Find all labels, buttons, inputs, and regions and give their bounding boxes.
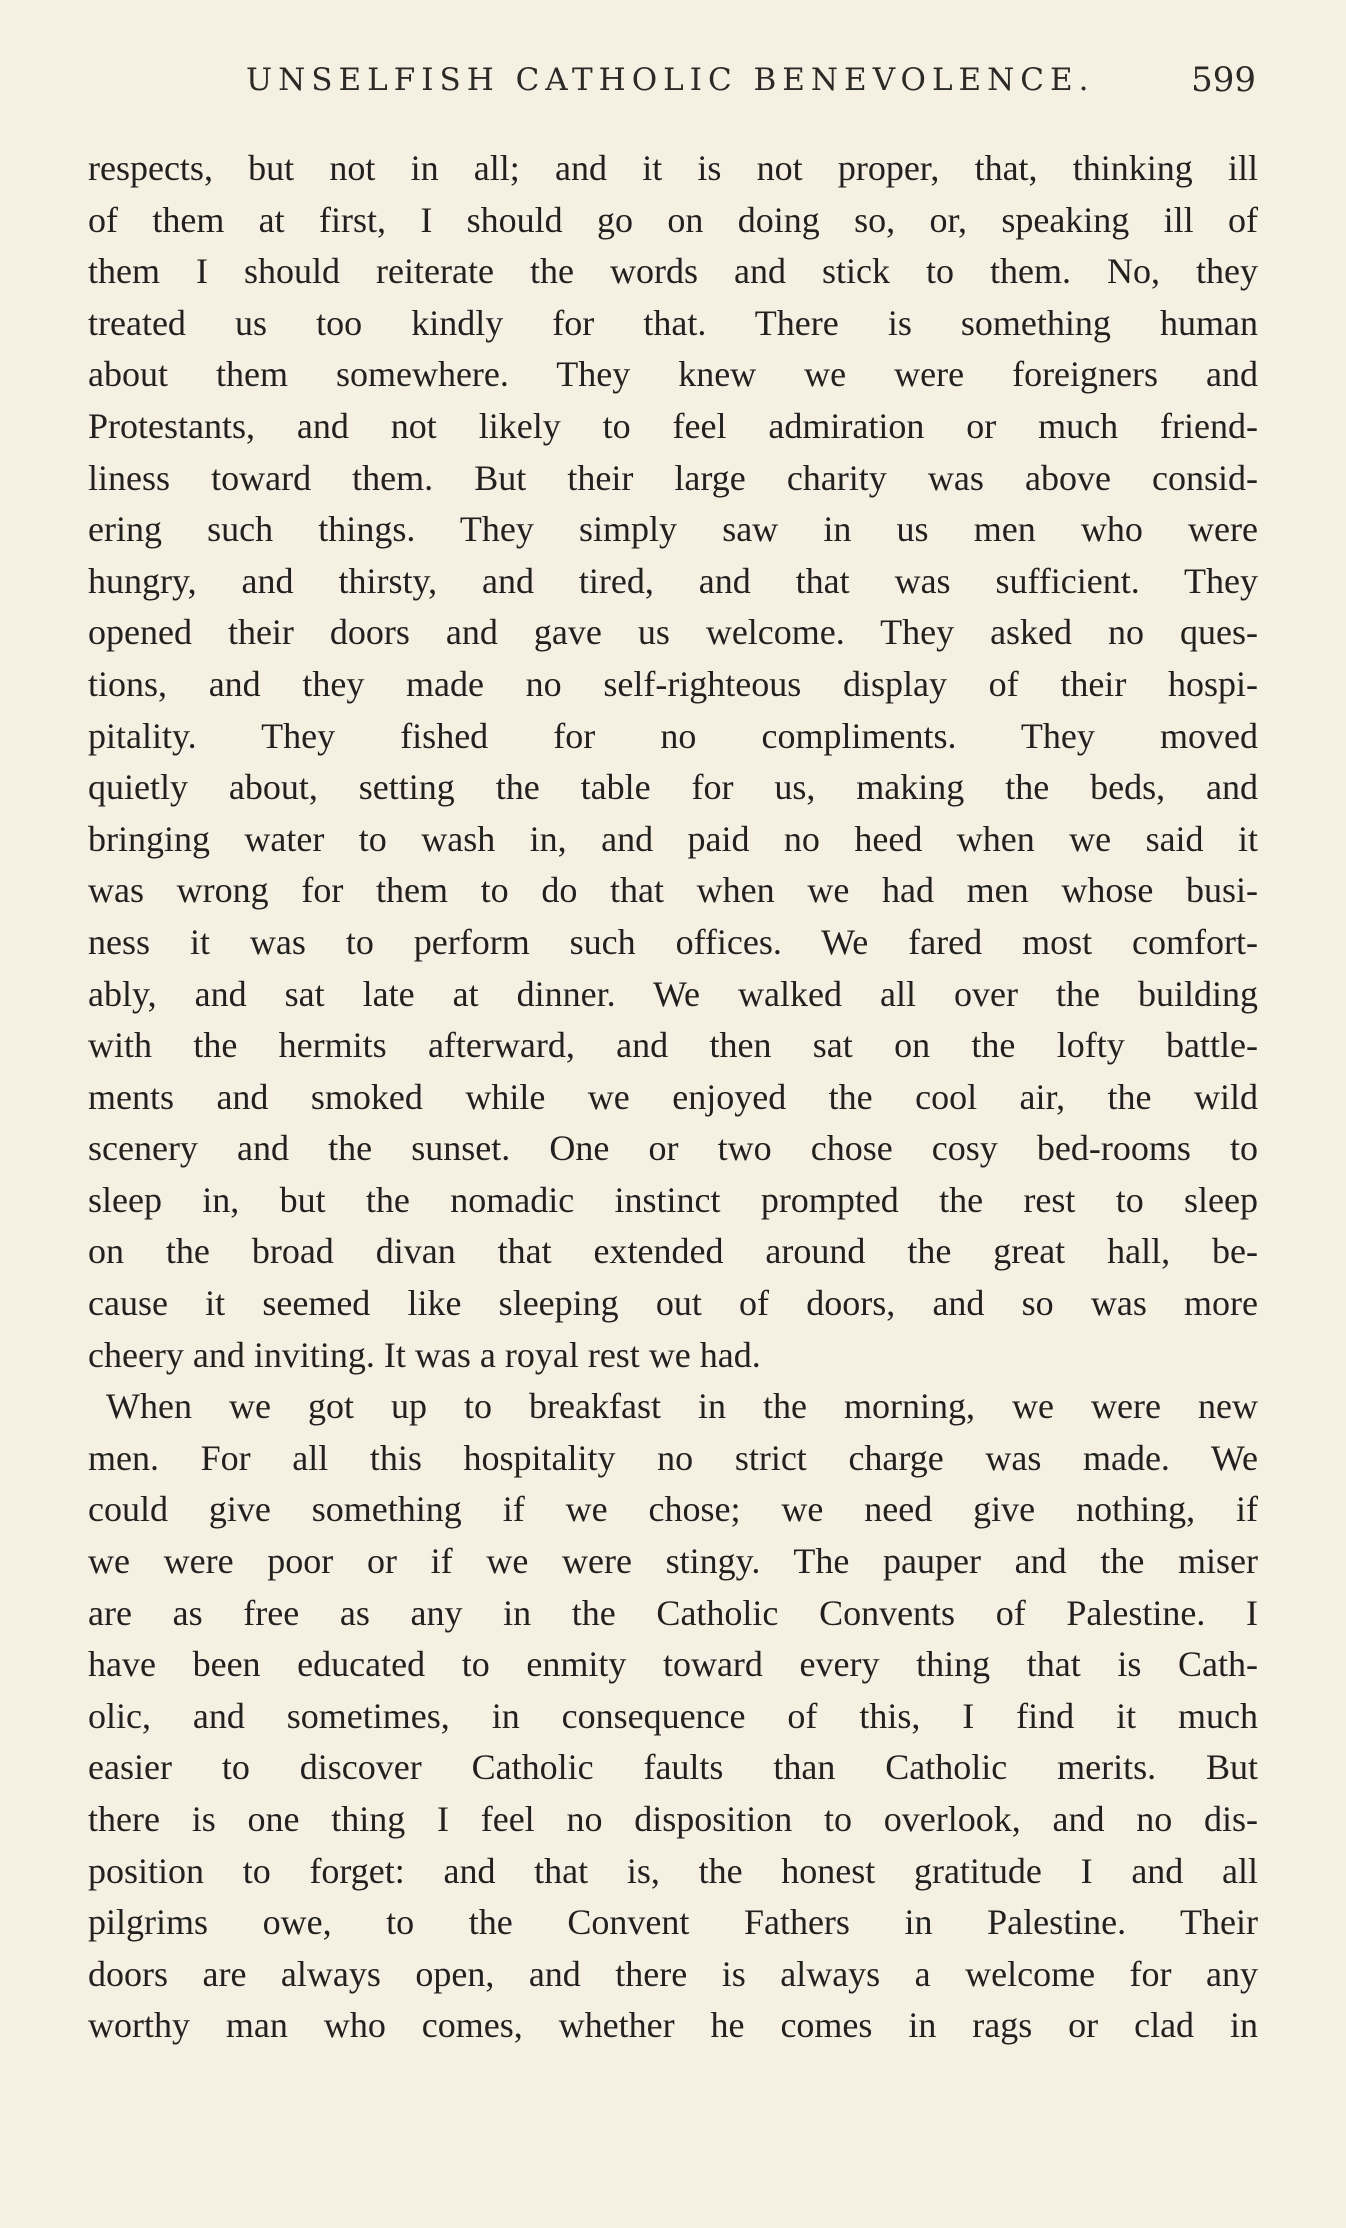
page-number: 599 bbox=[1191, 60, 1256, 100]
text-line: hungry, and thirsty, and tired, and that was sufficient. They bbox=[88, 560, 1258, 601]
text-line: pitality. They fished for no compliments. They moved bbox=[88, 715, 1258, 756]
text-line: olic, and sometimes, in consequence of this, I find it much bbox=[88, 1695, 1258, 1736]
text-line: ness it was to perform such offices. We fared most comfort- bbox=[88, 921, 1258, 962]
text-line: respects, but not in all; and it is not proper, that, thinking ill bbox=[88, 148, 1258, 188]
text-line: could give something if we chose; we need give nothing, if bbox=[88, 1489, 1258, 1530]
text-line: ably, and sat late at dinner. We walked all over the building bbox=[88, 973, 1258, 1014]
text-line: Protestants, and not likely to feel admiration or much friend- bbox=[88, 405, 1258, 446]
text-line: quietly about, setting the table for us, making the beds, and bbox=[88, 767, 1258, 808]
text-line: worthy man who comes, whether he comes in rags or clad in bbox=[88, 2005, 1258, 2046]
page-header bbox=[246, 62, 1256, 118]
text-line: position to forget: and that is, the honest gratitude I and all bbox=[88, 1850, 1258, 1891]
paragraph-start-line: When we got up to breakfast in the morning, we were new bbox=[106, 1386, 1258, 1427]
text-line: opened their doors and gave us welcome. They asked no ques- bbox=[88, 612, 1258, 653]
text-line: treated us too kindly for that. There is something human bbox=[88, 302, 1258, 343]
running-title: UNSELFISH CATHOLIC BENEVOLENCE. bbox=[246, 62, 1095, 98]
text-line: scenery and the sunset. One or two chose cosy bed-rooms to bbox=[88, 1128, 1258, 1169]
text-line: them I should reiterate the words and stick to them. No, they bbox=[88, 251, 1258, 292]
text-line: men. For all this hospitality no strict charge was made. We bbox=[88, 1437, 1258, 1478]
text-line: bringing water to wash in, and paid no heed when we said it bbox=[88, 818, 1258, 859]
text-line: with the hermits afterward, and then sat on the lofty battle- bbox=[88, 1025, 1258, 1066]
text-line: we were poor or if we were stingy. The pauper and the miser bbox=[88, 1541, 1258, 1582]
text-line: pilgrims owe, to the Convent Fathers in Palestine. Their bbox=[88, 1902, 1258, 1943]
text-line: on the broad divan that extended around the great hall, be- bbox=[88, 1231, 1258, 1272]
text-line: cause it seemed like sleeping out of doors, and so was more bbox=[88, 1283, 1258, 1324]
text-line: liness toward them. But their large charity was above consid- bbox=[88, 457, 1258, 498]
text-line: sleep in, but the nomadic instinct prompted the rest to sleep bbox=[88, 1179, 1258, 1220]
paragraph-end-line: cheery and inviting. It was a royal rest we had. bbox=[88, 1334, 761, 1375]
text-line: ering such things. They simply saw in us men who were bbox=[88, 509, 1258, 550]
text-line: are as free as any in the Catholic Convents of Palestine. I bbox=[88, 1592, 1258, 1633]
text-line: of them at first, I should go on doing so, or, speaking ill of bbox=[88, 199, 1258, 240]
text-line: easier to discover Catholic faults than Catholic merits. But bbox=[88, 1747, 1258, 1788]
body-text bbox=[88, 143, 1258, 2052]
text-line: tions, and they made no self-righteous display of their hospi- bbox=[88, 663, 1258, 704]
text-line: doors are always open, and there is always a welcome for any bbox=[88, 1953, 1258, 1994]
text-line: about them somewhere. They knew we were foreigners and bbox=[88, 354, 1258, 395]
text-line: was wrong for them to do that when we had men whose busi- bbox=[88, 870, 1258, 911]
text-line: ments and smoked while we enjoyed the cool air, the wild bbox=[88, 1076, 1258, 1117]
text-line: there is one thing I feel no disposition to overlook, and no dis- bbox=[88, 1799, 1258, 1839]
text-line: have been educated to enmity toward every thing that is Cath- bbox=[88, 1644, 1258, 1685]
